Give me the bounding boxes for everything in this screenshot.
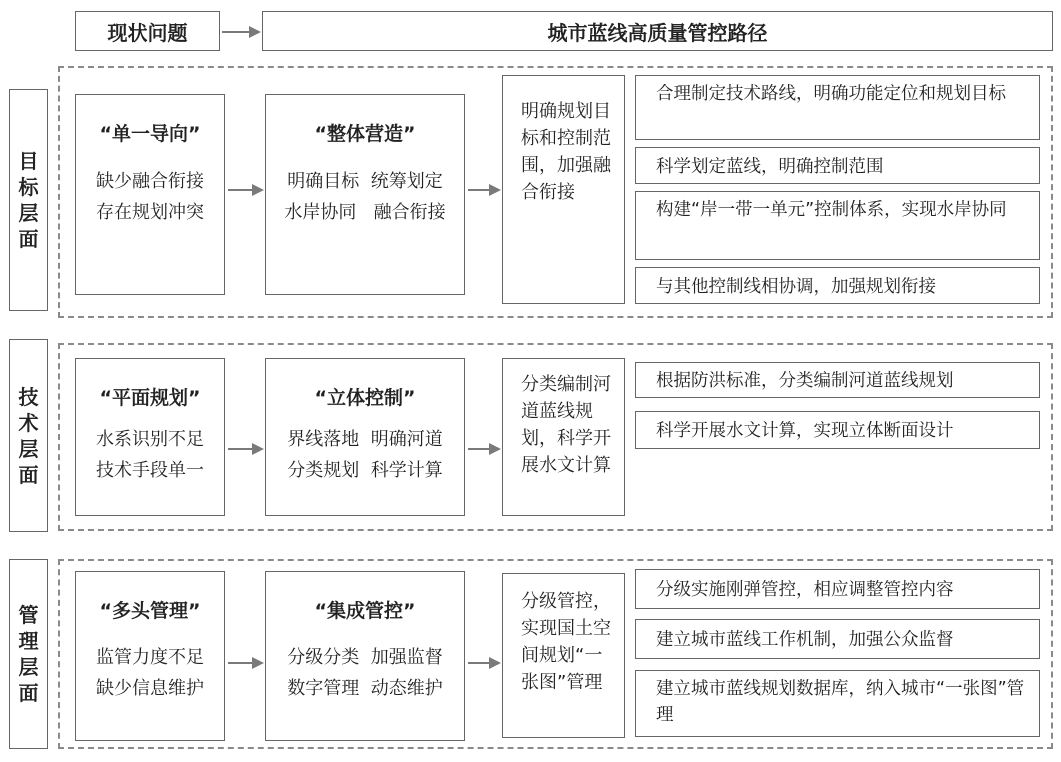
arrow	[228, 189, 262, 191]
measure-text: 根据防洪标准，分类编制河道蓝线规划	[656, 371, 954, 391]
approach-line: 分级分类 加强监督	[287, 647, 443, 668]
measure-box	[635, 569, 1040, 609]
arrow	[468, 189, 499, 191]
approach-line: 分类规划 科学计算	[287, 460, 443, 481]
approach-line: 界线落地 明确河道	[287, 429, 443, 450]
control-path-header	[262, 11, 1053, 51]
measure-box	[635, 362, 1040, 398]
problem-line: 技术手段单一	[96, 460, 204, 481]
row-label-goal	[9, 89, 48, 311]
row-label-text: 技术层面	[18, 384, 39, 487]
arrow	[468, 448, 499, 450]
summary-box-technology	[502, 358, 625, 516]
problem-box-goal	[75, 94, 225, 295]
summary-box-goal	[502, 75, 625, 304]
row-label-technology	[9, 339, 48, 532]
approach-box-management	[265, 571, 465, 741]
problem-title: “单一导向”	[99, 123, 201, 145]
measure-text: 建立城市蓝线规划数据库，纳入城市“一张图”管理	[656, 679, 1025, 725]
summary-box-management	[502, 573, 625, 738]
arrow	[468, 662, 499, 664]
measure-box	[635, 147, 1040, 184]
measure-box	[635, 670, 1040, 737]
problem-box-management	[75, 571, 225, 741]
current-problems-header	[75, 11, 220, 51]
summary-text: 明确规划目标和控制范围，加强融合衔接	[521, 101, 611, 203]
summary-text: 分级管控，实现国土空间规划“一张图”管理	[521, 591, 611, 693]
problem-line: 监管力度不足	[96, 647, 204, 668]
row-label-text: 目标层面	[18, 149, 39, 251]
approach-box-goal	[265, 94, 465, 295]
problem-line: 存在规划冲突	[96, 202, 204, 223]
row-label-management	[9, 559, 48, 749]
problem-line: 缺少融合衔接	[96, 171, 204, 192]
problem-title: “平面规划”	[99, 387, 201, 409]
measure-text: 构建“岸一带一单元”控制体系，实现水岸协同	[656, 200, 1007, 220]
problem-title: “多头管理”	[99, 600, 201, 622]
measure-text: 建立城市蓝线工作机制，加强公众监督	[656, 630, 954, 650]
approach-line: 数字管理 动态维护	[287, 678, 443, 699]
measure-text: 科学开展水文计算，实现立体断面设计	[656, 421, 954, 441]
measure-text: 科学划定蓝线，明确控制范围	[656, 156, 884, 177]
approach-line: 水岸协同 融合衔接	[284, 202, 446, 223]
row-label-text: 管理层面	[18, 603, 39, 705]
measure-text: 合理制定技术路线，明确功能定位和规划目标	[656, 84, 1006, 104]
measure-text: 与其他控制线相协调，加强规划衔接	[656, 276, 936, 297]
control-path-title: 城市蓝线高质量管控路径	[547, 20, 768, 45]
arrow	[228, 448, 262, 450]
arrow	[228, 662, 262, 664]
approach-title: “立体控制”	[314, 387, 416, 409]
measure-text: 分级实施刚弹管控，相应调整管控内容	[656, 580, 954, 600]
approach-title: “整体营造”	[314, 123, 416, 145]
measure-box	[635, 267, 1040, 304]
problem-line: 水系识别不足	[96, 429, 204, 450]
measure-box	[635, 191, 1040, 260]
current-problems-title: 现状问题	[107, 20, 188, 45]
header-arrow	[222, 31, 259, 33]
measure-box	[635, 75, 1040, 140]
problem-line: 缺少信息维护	[96, 678, 204, 699]
measure-box	[635, 411, 1040, 449]
approach-box-technology	[265, 358, 465, 516]
approach-title: “集成管控”	[314, 600, 416, 622]
approach-line: 明确目标 统筹划定	[287, 171, 443, 192]
measure-box	[635, 619, 1040, 659]
problem-box-technology	[75, 358, 225, 516]
summary-text: 分类编制河道蓝线规划，科学开展水文计算	[521, 374, 611, 476]
